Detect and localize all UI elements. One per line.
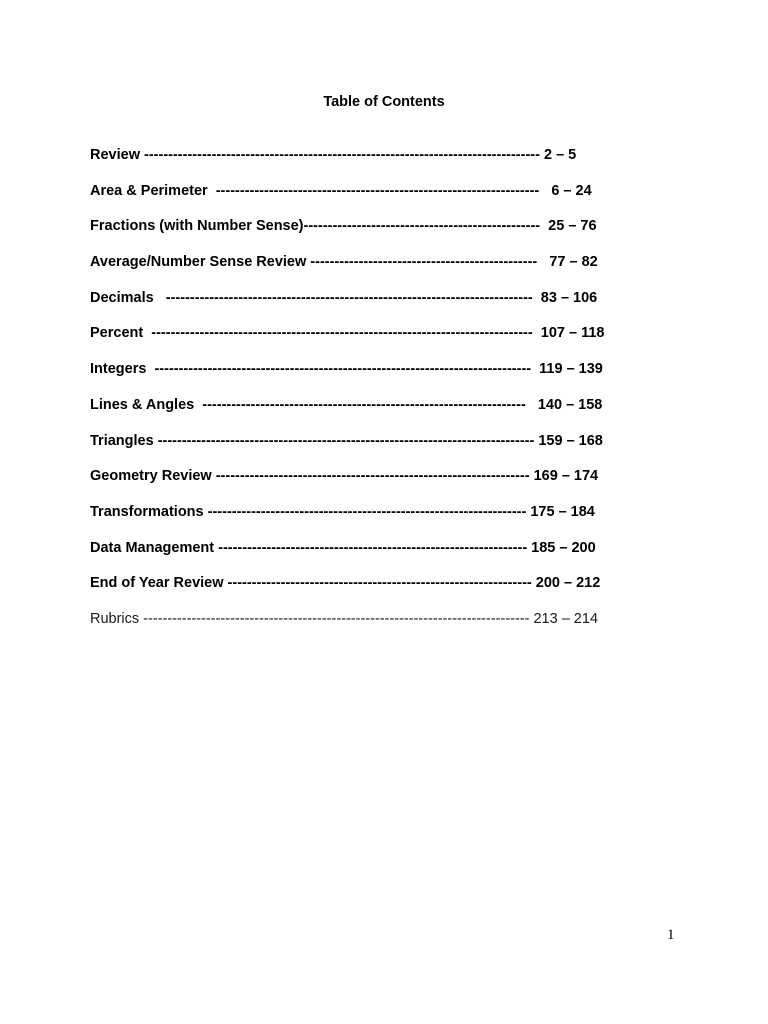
toc-entry-data-management: Data Management ---------------------------------------------------------------- 185 – 200 bbox=[90, 539, 596, 556]
toc-entry-integers: Integers ------------------------------------------------------------------------------ 119 – 139 bbox=[90, 361, 603, 378]
toc-entry-decimals: Decimals ---------------------------------------------------------------------------- 83 – 106 bbox=[90, 289, 598, 306]
toc-entry-review: Review ---------------------------------------------------------------------------------- 2 – 5 bbox=[90, 147, 577, 163]
toc-entry-transformations: Transformations ------------------------------------------------------------------ 175 – 184 bbox=[90, 503, 595, 520]
page-number: 1 bbox=[667, 927, 675, 943]
page-title: Table of Contents bbox=[323, 94, 445, 110]
toc-entry-end-of-year-review: End of Year Review --------------------------------------------------------------- 200 – 212 bbox=[90, 575, 601, 592]
toc-entry-geometry-review: Geometry Review ----------------------------------------------------------------- 169 – 174 bbox=[90, 468, 599, 485]
toc-entry-lines-angles: Lines & Angles ------------------------------------------------------------------- 140 – 158 bbox=[90, 396, 603, 413]
toc-entry-percent: Percent ------------------------------------------------------------------------------- 107 – 118 bbox=[90, 325, 605, 342]
toc-entry-area-perimeter: Area & Perimeter ------------------------------------------------------------------- 6 – 24 bbox=[90, 182, 592, 199]
toc-entry-average-number-sense-review: Average/Number Sense Review ----------------------------------------------- 77 – 82 bbox=[90, 254, 598, 271]
table-of-contents-list bbox=[90, 146, 650, 646]
toc-entry-fractions: Fractions (with Number Sense)------------------------------------------------- 25 – 76 bbox=[90, 218, 597, 235]
toc-entry-rubrics: Rubrics -------------------------------------------------------------------------------- 213 – 214 bbox=[90, 610, 599, 627]
toc-entry-triangles: Triangles ------------------------------------------------------------------------------ 159 – 168 bbox=[90, 432, 603, 449]
